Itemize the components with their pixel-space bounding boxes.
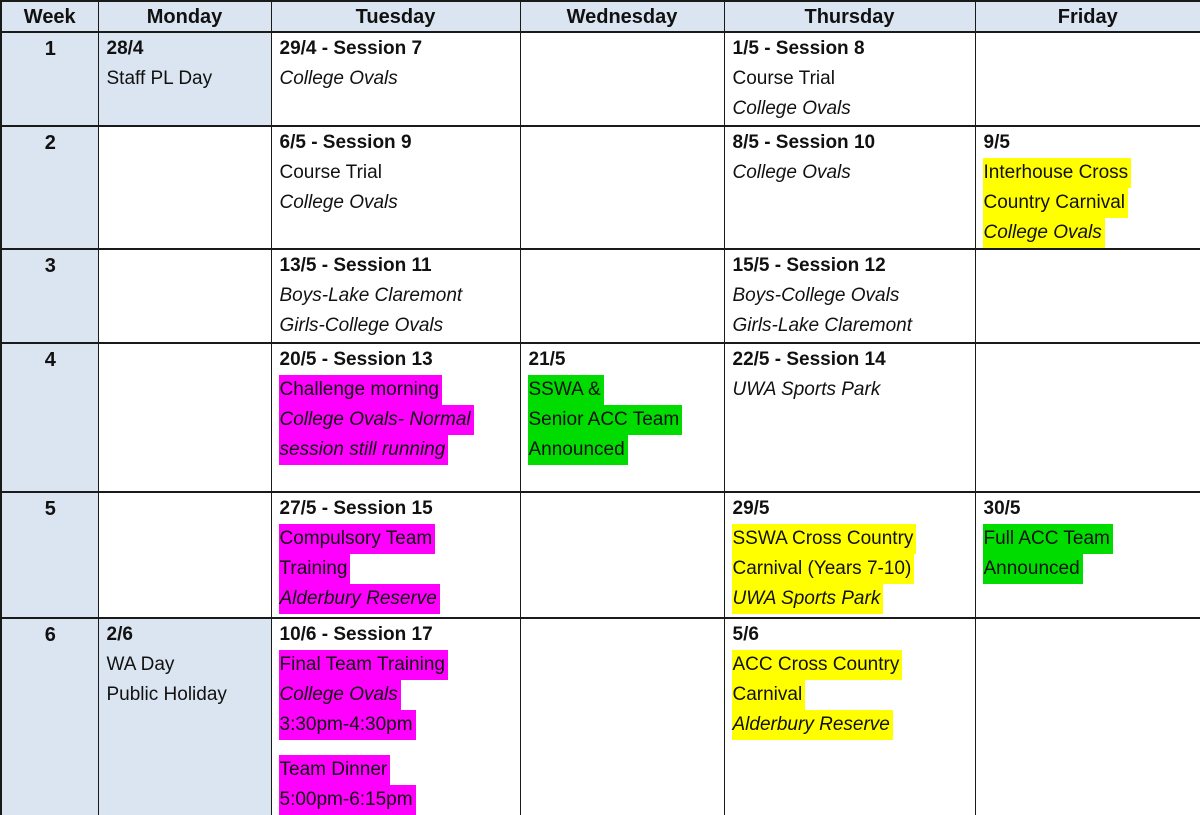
event-line: [106, 34, 265, 64]
event-text: 27/5 - Session 15: [279, 498, 433, 519]
header-row: [1, 1, 1200, 32]
highlighted-event-text: College Ovals- Normal: [279, 405, 474, 435]
event-line: [732, 584, 969, 614]
week-number-cell: 1: [1, 32, 98, 126]
event-text: 30/5: [983, 498, 1021, 519]
calendar-cell-week6-friday: [975, 618, 1200, 815]
week-row-1: [1, 32, 1200, 126]
event-text: Girls-Lake Claremont: [732, 315, 912, 336]
event-text: UWA Sports Park: [732, 379, 881, 400]
calendar-cell-week4-wednesday: [520, 343, 724, 492]
event-line: [983, 188, 1195, 218]
event-text: College Ovals: [279, 192, 398, 213]
event-line: [732, 251, 969, 281]
event-line: [279, 650, 514, 680]
calendar-cell-week1-monday: [98, 32, 271, 126]
event-line: [528, 375, 718, 405]
event-text: 2/6: [106, 624, 133, 645]
event-text: College Ovals: [279, 68, 398, 89]
event-line: [279, 584, 514, 614]
event-line: [732, 710, 969, 740]
event-line: [732, 524, 969, 554]
highlighted-event-text: 3:30pm-4:30pm: [279, 710, 416, 740]
event-line: [279, 128, 514, 158]
calendar-cell-week4-tuesday: [271, 343, 520, 492]
calendar-cell-week2-monday: [98, 126, 271, 249]
event-line: [279, 524, 514, 554]
event-text: 6/5 - Session 9: [279, 132, 412, 153]
calendar-cell-week1-wednesday: [520, 32, 724, 126]
event-text: Boys-Lake Claremont: [279, 285, 463, 306]
event-line: [528, 435, 718, 465]
event-line: [732, 281, 969, 311]
event-line: [279, 435, 514, 465]
event-line: [279, 188, 514, 218]
calendar-cell-week4-friday: [975, 343, 1200, 492]
week-row-4: [1, 343, 1200, 492]
calendar-cell-week5-monday: [98, 492, 271, 618]
event-line: [732, 680, 969, 710]
calendar-cell-week4-thursday: [724, 343, 975, 492]
highlighted-event-text: Interhouse Cross: [983, 158, 1132, 188]
event-text: College Ovals: [732, 162, 851, 183]
event-text: 29/5: [732, 498, 770, 519]
event-line: [732, 64, 969, 94]
calendar-cell-week2-wednesday: [520, 126, 724, 249]
event-line: [279, 405, 514, 435]
calendar-cell-week5-wednesday: [520, 492, 724, 618]
event-line: [279, 494, 514, 524]
event-text: College Ovals: [732, 98, 851, 119]
week-row-6: [1, 618, 1200, 815]
event-text: Public Holiday: [106, 684, 227, 705]
highlighted-event-text: Compulsory Team: [279, 524, 436, 554]
event-text: 5/6: [732, 624, 759, 645]
event-line: [732, 494, 969, 524]
highlighted-event-text: SSWA &: [528, 375, 604, 405]
highlighted-event-text: UWA Sports Park: [732, 584, 884, 614]
event-text: 22/5 - Session 14: [732, 349, 886, 370]
event-line: [279, 311, 514, 341]
event-text: 15/5 - Session 12: [732, 255, 886, 276]
calendar-cell-week6-thursday: [724, 618, 975, 815]
event-line: [983, 218, 1195, 248]
event-line: [732, 128, 969, 158]
calendar-cell-week3-monday: [98, 249, 271, 343]
calendar-cell-week6-tuesday: [271, 618, 520, 815]
calendar-cell-week2-friday: [975, 126, 1200, 249]
event-line: [732, 34, 969, 64]
calendar-cell-week1-tuesday: [271, 32, 520, 126]
week-number-cell: 4: [1, 343, 98, 492]
highlighted-event-text: Final Team Training: [279, 650, 448, 680]
highlighted-event-text: Full ACC Team: [983, 524, 1113, 554]
event-line: [983, 524, 1195, 554]
event-line: [106, 64, 265, 94]
highlighted-event-text: Country Carnival: [983, 188, 1129, 218]
week-row-3: [1, 249, 1200, 343]
highlighted-event-text: Challenge morning: [279, 375, 443, 405]
event-line: [983, 128, 1195, 158]
event-line: [279, 281, 514, 311]
event-line: [279, 710, 514, 740]
event-line: [732, 158, 969, 188]
event-line: [732, 554, 969, 584]
column-header-monday: Monday: [98, 1, 271, 32]
event-text: 13/5 - Session 11: [279, 255, 432, 276]
highlighted-event-text: Carnival: [732, 680, 806, 710]
calendar-cell-week3-wednesday: [520, 249, 724, 343]
event-text: 9/5: [983, 132, 1010, 153]
event-line: [279, 620, 514, 650]
highlighted-event-text: SSWA Cross Country: [732, 524, 917, 554]
event-line: [279, 755, 514, 785]
column-header-thursday: Thursday: [724, 1, 975, 32]
event-line: [279, 680, 514, 710]
event-line: [106, 620, 265, 650]
event-line: [106, 650, 265, 680]
column-header-wednesday: Wednesday: [520, 1, 724, 32]
event-line: [279, 158, 514, 188]
highlighted-event-text: Alderbury Reserve: [279, 584, 440, 614]
calendar-cell-week5-tuesday: [271, 492, 520, 618]
column-header-tuesday: Tuesday: [271, 1, 520, 32]
event-text: 10/6 - Session 17: [279, 624, 433, 645]
highlighted-event-text: ACC Cross Country: [732, 650, 903, 680]
week-number-cell: 2: [1, 126, 98, 249]
event-text: 21/5: [528, 349, 566, 370]
calendar-cell-week1-thursday: [724, 32, 975, 126]
event-line: [983, 554, 1195, 584]
event-line: [732, 345, 969, 375]
event-text: 29/4 - Session 7: [279, 38, 423, 59]
event-line: [279, 375, 514, 405]
highlighted-event-text: Senior ACC Team: [528, 405, 683, 435]
event-line: [279, 251, 514, 281]
event-text: Course Trial: [732, 68, 835, 89]
highlighted-event-text: College Ovals: [983, 218, 1105, 248]
calendar-cell-week3-thursday: [724, 249, 975, 343]
event-line: [279, 785, 514, 815]
calendar-cell-week1-friday: [975, 32, 1200, 126]
event-text: 1/5 - Session 8: [732, 38, 865, 59]
event-line: [279, 34, 514, 64]
event-text: 20/5 - Session 13: [279, 349, 433, 370]
event-line: [528, 405, 718, 435]
event-line: [279, 64, 514, 94]
week-row-2: [1, 126, 1200, 249]
highlighted-event-text: Team Dinner: [279, 755, 391, 785]
event-line: [732, 650, 969, 680]
calendar-cell-week5-friday: [975, 492, 1200, 618]
event-line: [983, 494, 1195, 524]
event-line: [732, 375, 969, 405]
week-row-5: [1, 492, 1200, 618]
event-line: [279, 345, 514, 375]
highlighted-event-text: Alderbury Reserve: [732, 710, 893, 740]
highlighted-event-text: session still running: [279, 435, 449, 465]
calendar-cell-week3-friday: [975, 249, 1200, 343]
column-header-friday: Friday: [975, 1, 1200, 32]
highlighted-event-text: College Ovals: [279, 680, 401, 710]
calendar-cell-week6-monday: [98, 618, 271, 815]
event-line: [732, 311, 969, 341]
week-number-cell: 3: [1, 249, 98, 343]
calendar-cell-week2-tuesday: [271, 126, 520, 249]
event-text: Girls-College Ovals: [279, 315, 444, 336]
event-text: 28/4: [106, 38, 144, 59]
event-line: [732, 620, 969, 650]
week-number-cell: 5: [1, 492, 98, 618]
event-text: Course Trial: [279, 162, 382, 183]
week-number-cell: 6: [1, 618, 98, 815]
highlighted-event-text: Training: [279, 554, 351, 584]
highlighted-event-text: Carnival (Years 7-10): [732, 554, 915, 584]
event-line: [106, 680, 265, 710]
highlighted-event-text: Announced: [983, 554, 1083, 584]
highlighted-event-text: 5:00pm-6:15pm: [279, 785, 416, 815]
event-line: [528, 345, 718, 375]
calendar-cell-week4-monday: [98, 343, 271, 492]
event-text: Boys-College Ovals: [732, 285, 900, 306]
highlighted-event-text: Announced: [528, 435, 628, 465]
calendar-cell-week3-tuesday: [271, 249, 520, 343]
column-header-week: Week: [1, 1, 98, 32]
event-text: 8/5 - Session 10: [732, 132, 876, 153]
calendar-cell-week5-thursday: [724, 492, 975, 618]
event-line: [279, 554, 514, 584]
calendar-cell-week6-wednesday: [520, 618, 724, 815]
event-line: [732, 94, 969, 124]
event-text: Staff PL Day: [106, 68, 213, 89]
event-line: [983, 158, 1195, 188]
calendar-cell-week2-thursday: [724, 126, 975, 249]
blank-line: [279, 740, 514, 755]
event-text: WA Day: [106, 654, 175, 675]
